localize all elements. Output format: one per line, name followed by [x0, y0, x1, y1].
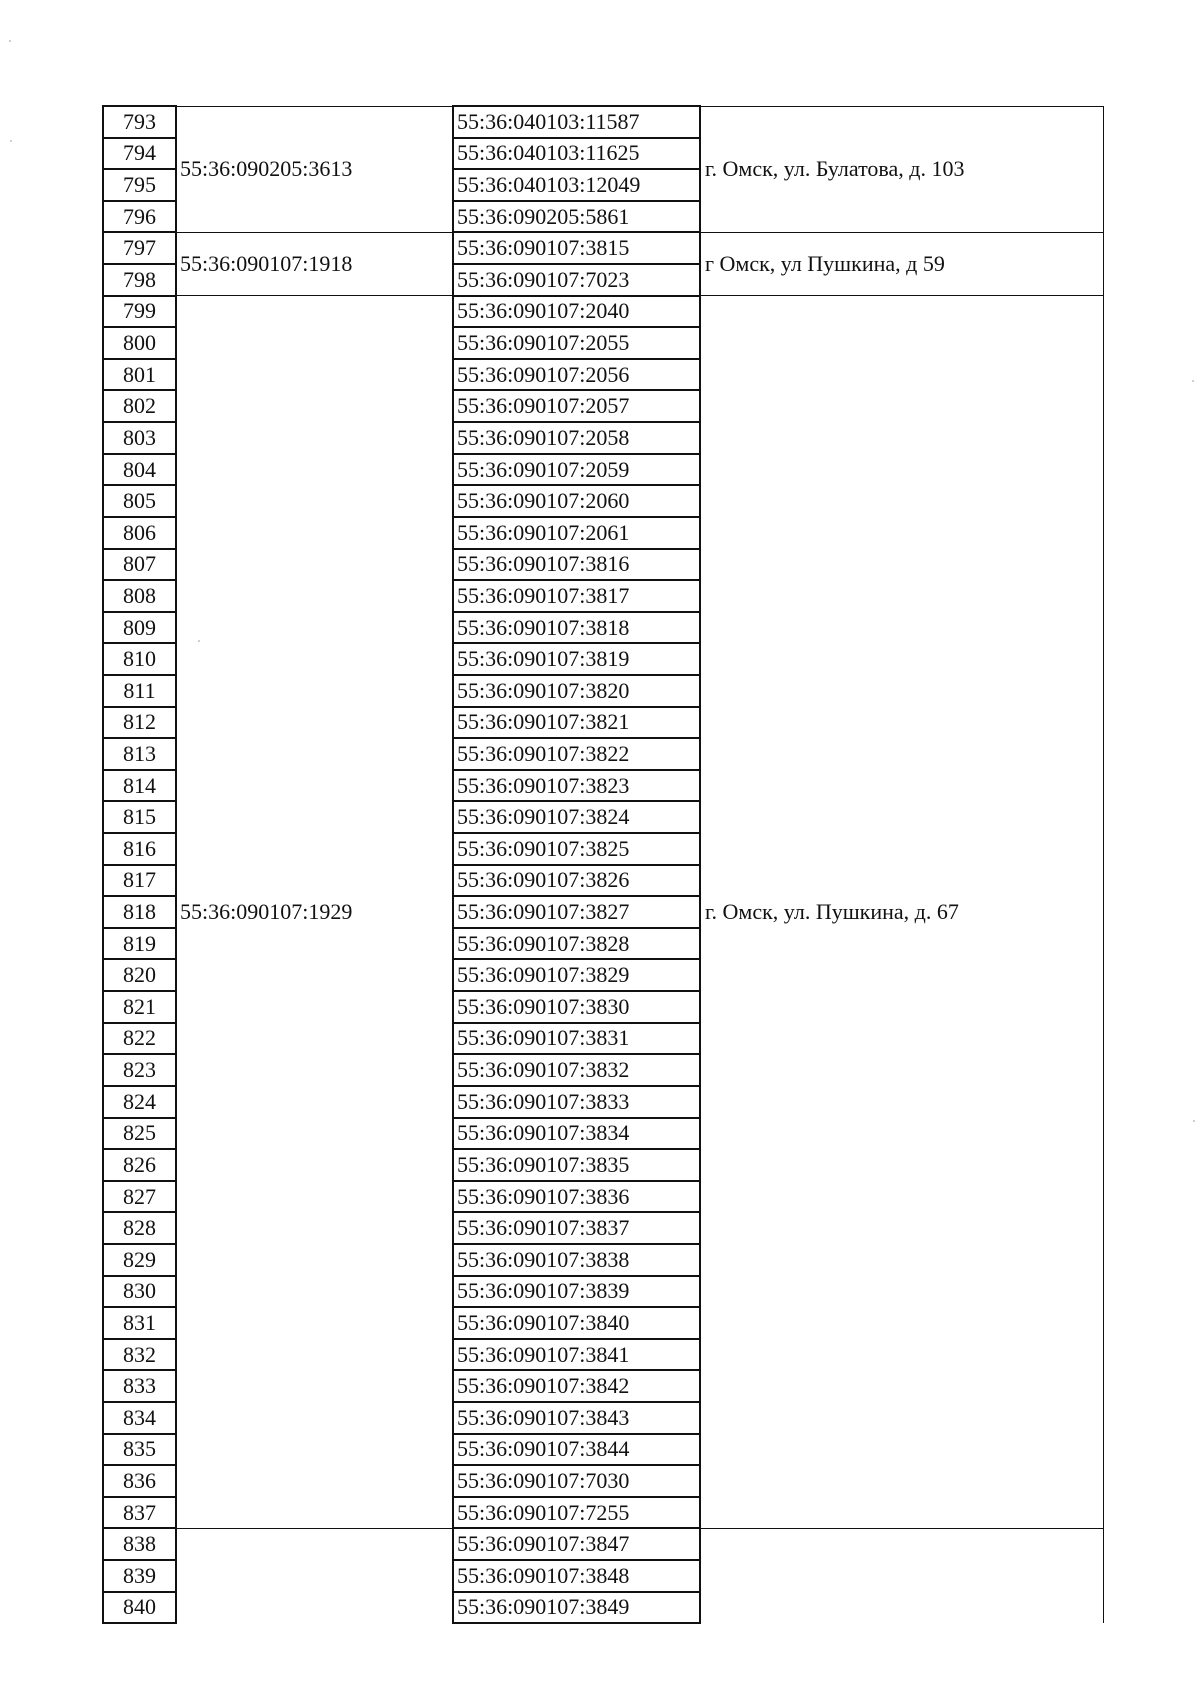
row-number: 829 — [103, 1244, 176, 1276]
row-number: 837 — [103, 1497, 176, 1529]
unit-cadastral-number: 55:36:090107:3837 — [453, 1212, 700, 1244]
row-number: 817 — [103, 865, 176, 897]
row-number: 799 — [103, 296, 176, 328]
scan-speck — [9, 40, 11, 42]
table-row — [103, 232, 1104, 264]
row-number: 840 — [103, 1592, 176, 1624]
row-number: 797 — [103, 232, 176, 264]
unit-cadastral-number: 55:36:090107:3833 — [453, 1086, 700, 1118]
unit-cadastral-number: 55:36:090107:3839 — [453, 1276, 700, 1308]
unit-cadastral-number: 55:36:090107:3840 — [453, 1307, 700, 1339]
unit-cadastral-number: 55:36:090107:2056 — [453, 359, 700, 391]
row-number: 806 — [103, 517, 176, 549]
unit-cadastral-number: 55:36:090107:7030 — [453, 1465, 700, 1497]
row-number: 802 — [103, 390, 176, 422]
row-number: 830 — [103, 1276, 176, 1308]
unit-cadastral-number: 55:36:090107:3834 — [453, 1118, 700, 1150]
unit-cadastral-number: 55:36:090107:2040 — [453, 296, 700, 328]
table-row — [103, 1528, 1104, 1560]
table-row — [103, 106, 1104, 138]
row-number: 810 — [103, 643, 176, 675]
row-number: 839 — [103, 1560, 176, 1592]
row-number: 825 — [103, 1118, 176, 1150]
row-number: 831 — [103, 1307, 176, 1339]
row-number: 821 — [103, 991, 176, 1023]
row-number: 800 — [103, 327, 176, 359]
row-number: 815 — [103, 801, 176, 833]
building-address — [700, 1528, 1104, 1623]
unit-cadastral-number: 55:36:090107:3830 — [453, 991, 700, 1023]
unit-cadastral-number: 55:36:090107:2059 — [453, 454, 700, 486]
unit-cadastral-number: 55:36:090107:3836 — [453, 1181, 700, 1213]
unit-cadastral-number: 55:36:090107:3821 — [453, 707, 700, 739]
unit-cadastral-number: 55:36:090107:7023 — [453, 264, 700, 296]
row-number: 834 — [103, 1402, 176, 1434]
cadastral-registry-table — [102, 105, 1104, 1624]
row-number: 803 — [103, 422, 176, 454]
unit-cadastral-number: 55:36:090107:3841 — [453, 1339, 700, 1371]
row-number: 818 — [103, 896, 176, 928]
building-address: г. Омск, ул. Пушкина, д. 67 — [700, 296, 1104, 1529]
unit-cadastral-number: 55:36:090107:2057 — [453, 390, 700, 422]
table-row — [103, 296, 1104, 328]
unit-cadastral-number: 55:36:090107:3835 — [453, 1149, 700, 1181]
row-number: 833 — [103, 1370, 176, 1402]
row-number: 838 — [103, 1528, 176, 1560]
row-number: 808 — [103, 580, 176, 612]
unit-cadastral-number: 55:36:090107:7255 — [453, 1497, 700, 1529]
unit-cadastral-number: 55:36:090107:3820 — [453, 675, 700, 707]
unit-cadastral-number: 55:36:090205:5861 — [453, 201, 700, 233]
parent-cadastral-number: 55:36:090205:3613 — [176, 106, 453, 232]
unit-cadastral-number: 55:36:090107:2055 — [453, 327, 700, 359]
row-number: 822 — [103, 1023, 176, 1055]
unit-cadastral-number: 55:36:090107:3843 — [453, 1402, 700, 1434]
unit-cadastral-number: 55:36:090107:3844 — [453, 1434, 700, 1466]
row-number: 824 — [103, 1086, 176, 1118]
row-number: 819 — [103, 928, 176, 960]
row-number: 793 — [103, 106, 176, 138]
unit-cadastral-number: 55:36:090107:2061 — [453, 517, 700, 549]
unit-cadastral-number: 55:36:090107:3847 — [453, 1528, 700, 1560]
row-number: 816 — [103, 833, 176, 865]
unit-cadastral-number: 55:36:090107:3816 — [453, 549, 700, 581]
building-address: г. Омск, ул. Булатова, д. 103 — [700, 106, 1104, 232]
unit-cadastral-number: 55:36:090107:3815 — [453, 232, 700, 264]
building-address: г Омск, ул Пушкина, д 59 — [700, 232, 1104, 295]
row-number: 814 — [103, 770, 176, 802]
unit-cadastral-number: 55:36:090107:3838 — [453, 1244, 700, 1276]
unit-cadastral-number: 55:36:090107:3818 — [453, 612, 700, 644]
row-number: 801 — [103, 359, 176, 391]
row-number: 826 — [103, 1149, 176, 1181]
row-number: 812 — [103, 707, 176, 739]
parent-cadastral-number: 55:36:090107:1918 — [176, 232, 453, 295]
row-number: 827 — [103, 1181, 176, 1213]
row-number: 798 — [103, 264, 176, 296]
unit-cadastral-number: 55:36:090107:3823 — [453, 770, 700, 802]
unit-cadastral-number: 55:36:040103:11587 — [453, 106, 700, 138]
scan-speck — [1192, 380, 1194, 382]
row-number: 804 — [103, 454, 176, 486]
unit-cadastral-number: 55:36:090107:3826 — [453, 865, 700, 897]
row-number: 807 — [103, 549, 176, 581]
unit-cadastral-number: 55:36:090107:3827 — [453, 896, 700, 928]
parent-cadastral-number — [176, 1528, 453, 1623]
row-number: 811 — [103, 675, 176, 707]
unit-cadastral-number: 55:36:090107:2058 — [453, 422, 700, 454]
unit-cadastral-number: 55:36:090107:3817 — [453, 580, 700, 612]
scan-speck — [1193, 1120, 1195, 1122]
unit-cadastral-number: 55:36:090107:3832 — [453, 1054, 700, 1086]
unit-cadastral-number: 55:36:090107:3842 — [453, 1370, 700, 1402]
row-number: 823 — [103, 1054, 176, 1086]
unit-cadastral-number: 55:36:090107:3825 — [453, 833, 700, 865]
unit-cadastral-number: 55:36:090107:3849 — [453, 1592, 700, 1624]
row-number: 813 — [103, 738, 176, 770]
unit-cadastral-number: 55:36:090107:3828 — [453, 928, 700, 960]
unit-cadastral-number: 55:36:090107:3824 — [453, 801, 700, 833]
unit-cadastral-number: 55:36:040103:12049 — [453, 169, 700, 201]
scan-speck — [198, 640, 200, 642]
unit-cadastral-number: 55:36:040103:11625 — [453, 138, 700, 170]
row-number: 796 — [103, 201, 176, 233]
unit-cadastral-number: 55:36:090107:3848 — [453, 1560, 700, 1592]
row-number: 809 — [103, 612, 176, 644]
unit-cadastral-number: 55:36:090107:2060 — [453, 485, 700, 517]
row-number: 835 — [103, 1434, 176, 1466]
unit-cadastral-number: 55:36:090107:3822 — [453, 738, 700, 770]
row-number: 832 — [103, 1339, 176, 1371]
parent-cadastral-number: 55:36:090107:1929 — [176, 296, 453, 1529]
row-number: 820 — [103, 959, 176, 991]
row-number: 794 — [103, 138, 176, 170]
scan-speck — [10, 140, 12, 142]
row-number: 836 — [103, 1465, 176, 1497]
row-number: 828 — [103, 1212, 176, 1244]
unit-cadastral-number: 55:36:090107:3829 — [453, 959, 700, 991]
row-number: 805 — [103, 485, 176, 517]
unit-cadastral-number: 55:36:090107:3819 — [453, 643, 700, 675]
registry-table-body — [103, 106, 1104, 1623]
unit-cadastral-number: 55:36:090107:3831 — [453, 1023, 700, 1055]
row-number: 795 — [103, 169, 176, 201]
